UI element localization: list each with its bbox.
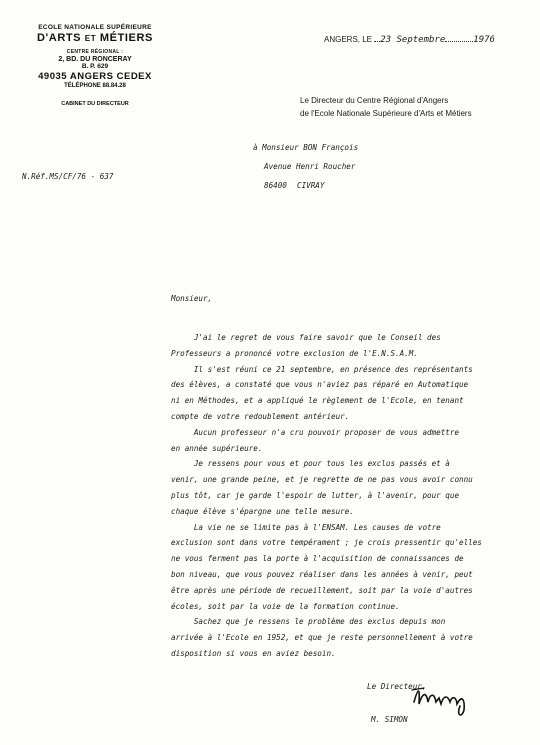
body-line: ne vous ferment pas la porte à l'acquisition de connaissances de: [171, 554, 464, 564]
body-line: venir, une grande peine, et je regrette de ne pas vous avoir connu: [171, 475, 473, 485]
body-line: Il s'est réuni ce 21 septembre, en présence des représentants: [171, 364, 473, 374]
date-place: ANGERS, LE: [324, 35, 373, 44]
body-line: Professeurs a prononcé votre exclusion de l'E.N.S.A.M.: [171, 348, 418, 358]
body-line: ni en Méthodes, et a appliqué le règlement de l'Ecole, en tenant: [171, 396, 464, 406]
body-line: exclusion sont dans votre tempérament ; je crois pressentir qu'elles: [171, 538, 482, 548]
letterhead-bp: B. P. 629: [81, 63, 109, 70]
recipient-line-2: Avenue Henri Roucher: [264, 162, 356, 171]
letter-body: [171, 330, 521, 662]
body-line: J'ai le regret de vous faire savoir que le Conseil des: [171, 333, 441, 342]
letterhead-street: 2, BD. DU RONCERAY: [58, 56, 132, 63]
sender-line-2: de l'Ecole Nationale Supérieure d'Arts et Métiers: [300, 109, 472, 118]
body-line: être après une période de recueillement, soit par la voie d'autres: [171, 585, 473, 595]
body-line: chaque élève s'épargne une telle mesure.: [171, 506, 354, 516]
body-line: Aucun professeur n'a cru pouvoir proposer de vous admettre: [171, 427, 460, 437]
recipient-town: CIVRAY: [297, 181, 325, 190]
body-line: bon niveau, que vous pouvez réaliser dans les années à venir, peut: [171, 569, 473, 579]
letterhead-phone: TÉLÉPHONE 88.84.28: [64, 83, 126, 89]
signature-name: M. SIMON: [371, 715, 408, 724]
body-line: disposition si vous en aviez besoin.: [171, 648, 336, 658]
body-line: compte de votre redoublement antérieur.: [171, 411, 350, 421]
date-day-month: 23 Septembre: [380, 35, 446, 45]
salutation: Monsieur,: [171, 294, 213, 303]
body-line: arrivée à l'Ecole en 1952, et que je reste personnellement à votre: [171, 633, 473, 643]
recipient-line-1: à Monsieur BON François: [253, 143, 359, 152]
date-year: 1976: [473, 35, 495, 45]
letterhead-centre: CENTRE RÉGIONAL :: [66, 49, 124, 55]
body-line: des élèves, a constaté que vous n'aviez pas réparé en Automatique: [171, 380, 469, 390]
body-line: Sachez que je ressens le problème des exclus depuis mon: [171, 617, 446, 627]
handwritten-signature: [410, 680, 470, 720]
body-line: écoles, soit par la voie de la formation continue.: [171, 601, 400, 611]
body-line: La vie ne se limite pas à l'ENSAM. Les causes de votre: [171, 522, 441, 532]
recipient-postcode: 86400: [264, 181, 287, 190]
letterhead-city: 49035 ANGERS CEDEX: [38, 71, 152, 82]
signature-title: Le Directeur,: [367, 682, 427, 691]
sender-block: [300, 94, 530, 120]
recipient-address: [253, 138, 358, 195]
recipient-line-3: [253, 176, 358, 195]
sender-line-1: Le Directeur du Centre Régional d'Angers: [300, 96, 449, 105]
body-line: plus tôt, car je garde l'espoir de lutter, à l'avenir, pour que: [171, 490, 460, 500]
letterhead: [20, 24, 170, 107]
date-line: [324, 35, 524, 45]
letterhead-arts-metiers: [20, 32, 170, 44]
body-line: en année supérieure.: [171, 443, 263, 453]
body-line: Je ressens pour vous et pour tous les exclus passés et à: [171, 459, 450, 469]
reference-number: N.Réf.MS/CF/76 - 637: [22, 172, 114, 181]
letterhead-arts: D'ARTS: [37, 32, 82, 44]
letterhead-metiers: MÉTIERS: [99, 32, 153, 44]
letterhead-school: ECOLE NATIONALE SUPÉRIEURE: [38, 24, 152, 31]
letterhead-et: ET: [84, 34, 97, 43]
letterhead-cabinet: CABINET DU DIRECTEUR: [61, 101, 129, 107]
